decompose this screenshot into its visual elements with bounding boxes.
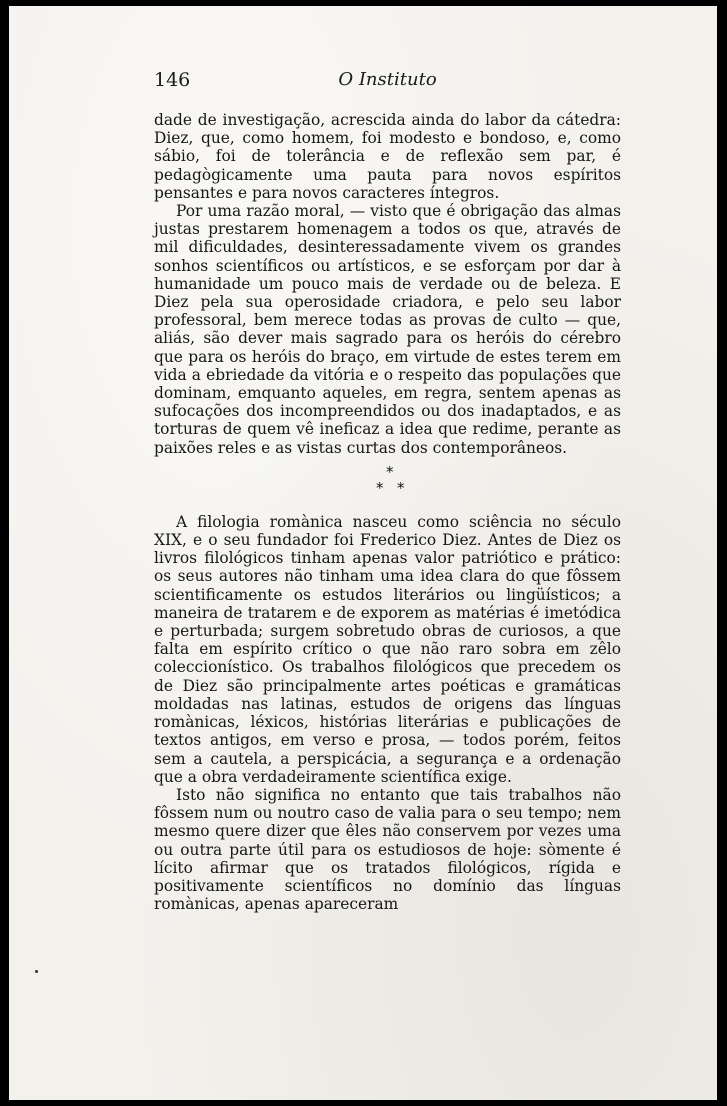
paragraph-meaning: Isto não significa no entanto que tais trabalhos não fôssem num ou noutro caso de valia para o seu tempo; nem mesmo quere dizer que êles não conservem por vezes uma ou outra parte útil para os estudiosos de hoje: sòmente é lícito afirmar que os tratados filológicos, rígida e positivamente scientíficos no domínio das línguas romànicas, apenas apareceram bbox=[154, 785, 621, 914]
paragraph-romance-philology: A filologia romànica nasceu como sciência no século XIX, e o seu fundador foi Frederico Diez. Antes de Diez os livros filológicos tinham apenas valor patriótico e prático: os seus autores não tinham uma idea clara do que fôssem scientificamente os estudos literários ou lingüísticos; a maneira de tratarem e de exporem as matérias é imetódica e perturbada; surgem sobretudo obras de curiosos, a que falta em espírito crítico o que não raro sobra em zêlo coleccionístico. Os trabalhos filológicos que precedem os de Diez são principalmente artes poéticas e gramáticas moldadas nas latinas, estudos de origens das línguas romànicas, léxicos, histórias literárias e publicações de textos antigos, em verso e prosa, — todos porém, feitos sem a cautela, a perspicácia, a segurança e a ordenação que a obra verdadeiramente scientífica exige. bbox=[154, 512, 621, 786]
running-title: O Instituto bbox=[338, 69, 437, 90]
body-text bbox=[154, 111, 621, 913]
page-number: 146 bbox=[154, 69, 191, 91]
asterisk-right: * bbox=[397, 478, 405, 497]
paragraph-moral-reason: Por uma razão moral, — visto que é obrigação das almas justas prestarem homenagem a todos os que, através de mil dificuldades, desinteressadamente vivem os grandes sonhos scientíficos ou artísticos, e se esforçam por dar à humanidade um pouco mais de verdade ou de beleza. E Diez pela sua operosidade criadora, e pelo seu labor professoral, bem merece todas as provas de culto — que, aliás, são dever mais sagrado para os heróis do cérebro que para os heróis do braço, em virtude de estes terem em vida a ebriedade da vitória e o respeito das populações que dominam, emquanto aqueles, em regra, sentem apenas as sufocações dos incompreendidos ou dos inadaptados, e as torturas de quem vê ineficaz a idea que redime, perante as paixões reles e as vistas curtas dos contemporâneos. bbox=[154, 202, 621, 457]
section-separator bbox=[154, 457, 621, 513]
asterisk-left: * bbox=[376, 478, 384, 497]
paragraph-continuation: dade de investigação, acrescida ainda do labor da cátedra: Diez, que, como homem, foi modesto e bondoso, e, como sábio, foi de tolerância e de reflexão sem par, é pedagògicamente uma pauta para novos espíritos pensantes e para novos caracteres íntegros. bbox=[154, 111, 621, 202]
page-header bbox=[154, 69, 621, 99]
asterisk-top: * bbox=[386, 462, 394, 481]
margin-speck bbox=[35, 970, 38, 973]
